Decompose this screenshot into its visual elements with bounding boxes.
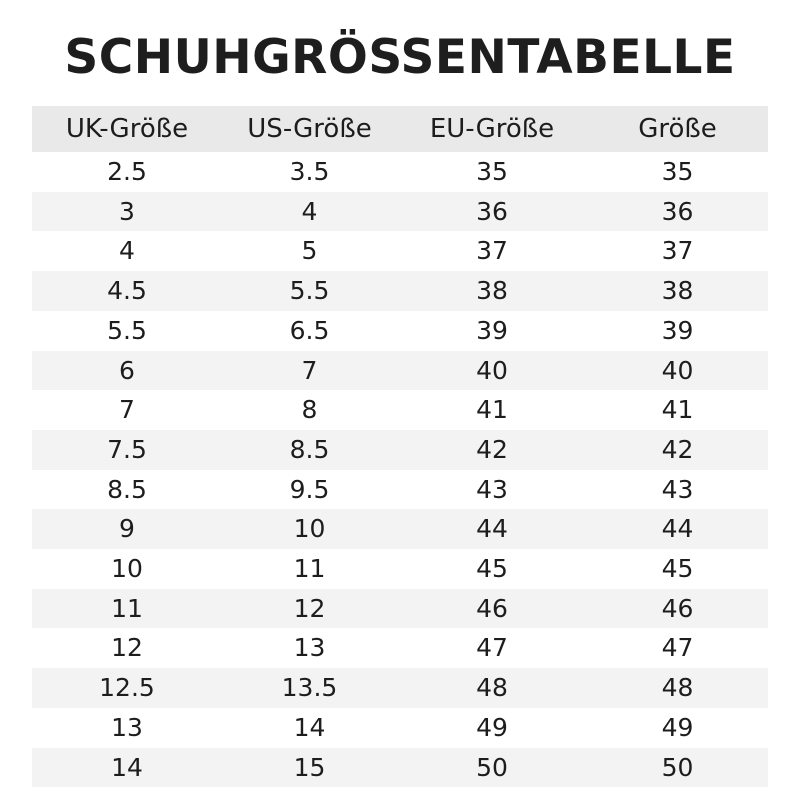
cell-eu-size: 35	[397, 152, 587, 192]
cell-size: 44	[587, 509, 768, 549]
table-row	[32, 549, 768, 589]
cell-size: 47	[587, 628, 768, 668]
cell-us-size: 8.5	[222, 430, 397, 470]
table-row	[32, 390, 768, 430]
cell-uk-size: 12	[32, 628, 222, 668]
cell-uk-size: 9	[32, 509, 222, 549]
cell-us-size: 12	[222, 589, 397, 629]
column-header-us: US-Größe	[222, 106, 397, 152]
cell-size: 45	[587, 549, 768, 589]
cell-eu-size: 43	[397, 470, 587, 510]
cell-size: 41	[587, 390, 768, 430]
column-header-uk: UK-Größe	[32, 106, 222, 152]
cell-us-size: 13	[222, 628, 397, 668]
cell-size: 49	[587, 708, 768, 748]
table-row	[32, 668, 768, 708]
table-row	[32, 589, 768, 629]
cell-uk-size: 7.5	[32, 430, 222, 470]
table-row	[32, 231, 768, 271]
cell-eu-size: 47	[397, 628, 587, 668]
table-row	[32, 628, 768, 668]
cell-uk-size: 8.5	[32, 470, 222, 510]
cell-us-size: 13.5	[222, 668, 397, 708]
cell-uk-size: 3	[32, 192, 222, 232]
cell-us-size: 6.5	[222, 311, 397, 351]
cell-eu-size: 39	[397, 311, 587, 351]
cell-us-size: 8	[222, 390, 397, 430]
table-body	[32, 152, 768, 787]
table-row	[32, 509, 768, 549]
table-row	[32, 311, 768, 351]
cell-eu-size: 48	[397, 668, 587, 708]
cell-uk-size: 6	[32, 351, 222, 391]
cell-size: 43	[587, 470, 768, 510]
cell-eu-size: 36	[397, 192, 587, 232]
cell-us-size: 9.5	[222, 470, 397, 510]
cell-us-size: 5.5	[222, 271, 397, 311]
cell-eu-size: 45	[397, 549, 587, 589]
cell-size: 42	[587, 430, 768, 470]
cell-uk-size: 5.5	[32, 311, 222, 351]
cell-us-size: 4	[222, 192, 397, 232]
table-row	[32, 351, 768, 391]
cell-eu-size: 41	[397, 390, 587, 430]
table-row	[32, 152, 768, 192]
cell-size: 48	[587, 668, 768, 708]
cell-uk-size: 11	[32, 589, 222, 629]
cell-us-size: 5	[222, 231, 397, 271]
page-title: SCHUHGRÖSSENTABELLE	[64, 30, 736, 85]
table-header	[32, 106, 768, 152]
cell-eu-size: 42	[397, 430, 587, 470]
cell-size: 36	[587, 192, 768, 232]
cell-size: 39	[587, 311, 768, 351]
cell-us-size: 15	[222, 748, 397, 788]
table-row	[32, 708, 768, 748]
cell-us-size: 10	[222, 509, 397, 549]
header-row	[32, 106, 768, 152]
cell-size: 40	[587, 351, 768, 391]
cell-uk-size: 13	[32, 708, 222, 748]
cell-us-size: 3.5	[222, 152, 397, 192]
cell-uk-size: 4	[32, 231, 222, 271]
table-row	[32, 271, 768, 311]
cell-eu-size: 40	[397, 351, 587, 391]
cell-uk-size: 10	[32, 549, 222, 589]
cell-us-size: 7	[222, 351, 397, 391]
size-table	[32, 106, 768, 787]
cell-size: 46	[587, 589, 768, 629]
cell-eu-size: 37	[397, 231, 587, 271]
cell-size: 50	[587, 748, 768, 788]
cell-eu-size: 49	[397, 708, 587, 748]
column-header-size: Größe	[587, 106, 768, 152]
cell-size: 35	[587, 152, 768, 192]
table-row	[32, 192, 768, 232]
column-header-eu: EU-Größe	[397, 106, 587, 152]
cell-size: 37	[587, 231, 768, 271]
cell-us-size: 14	[222, 708, 397, 748]
cell-uk-size: 7	[32, 390, 222, 430]
cell-us-size: 11	[222, 549, 397, 589]
cell-uk-size: 4.5	[32, 271, 222, 311]
cell-eu-size: 44	[397, 509, 587, 549]
cell-eu-size: 38	[397, 271, 587, 311]
cell-eu-size: 50	[397, 748, 587, 788]
cell-uk-size: 12.5	[32, 668, 222, 708]
table-row	[32, 430, 768, 470]
cell-size: 38	[587, 271, 768, 311]
cell-eu-size: 46	[397, 589, 587, 629]
cell-uk-size: 14	[32, 748, 222, 788]
cell-uk-size: 2.5	[32, 152, 222, 192]
table-row	[32, 470, 768, 510]
table-row	[32, 748, 768, 788]
